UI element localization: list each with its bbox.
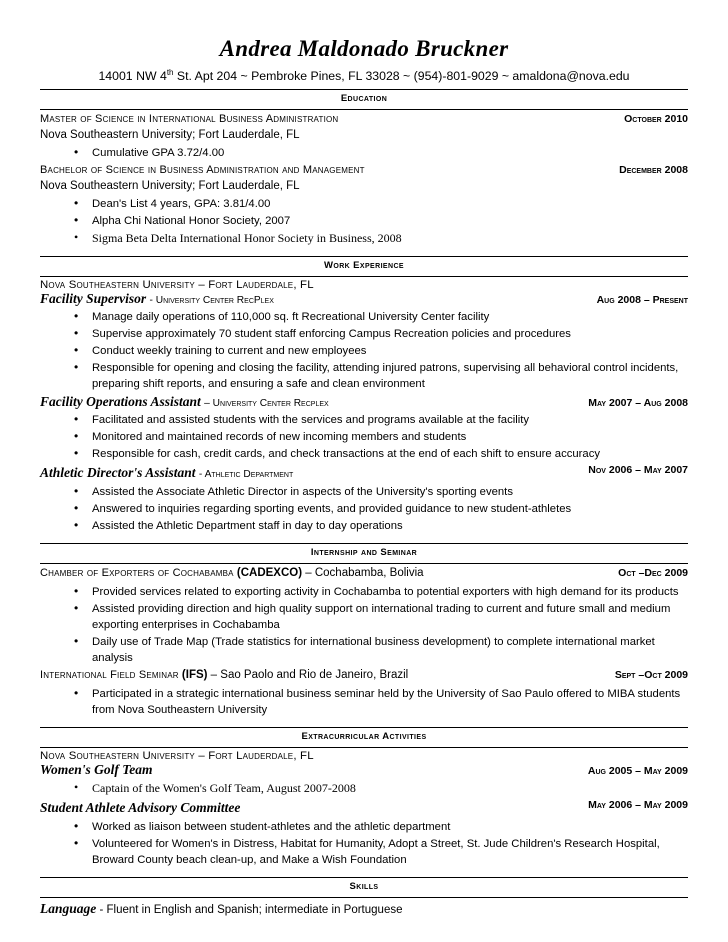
divider-extracurricular: [40, 747, 688, 748]
list-item: • Dean's List 4 years, GPA: 3.81/4.00: [74, 196, 688, 212]
skill-label-language: Language: [40, 900, 97, 916]
education-bullets-masters: [40, 145, 688, 161]
list-item: • Worked as liaison between student-athletes and the athletic department: [74, 819, 688, 835]
address-ordinal-suffix: th: [166, 68, 174, 77]
contact-address-pre: 14001 NW 4: [98, 69, 167, 84]
job-subtitle: - Athletic Department: [198, 469, 294, 481]
list-item: • Participated in a strategic international business seminar held by the University of Sao Paulo offered to MIBA students from Nova Southeastern University: [74, 686, 688, 718]
internship-org-name: International Field Seminar: [40, 669, 179, 682]
section-title-extracurricular: Extracurricular Activities: [301, 730, 427, 742]
section-extracurricular: [40, 750, 688, 868]
list-item: • Assisted the Athletic Department staff in day to day operations: [74, 518, 688, 534]
work-organization: Nova Southeastern University – Fort Lauderdale, FL: [40, 279, 314, 292]
education-entry-header-bachelors: [40, 163, 688, 178]
divider-internship: [40, 563, 688, 564]
list-item: • Alpha Chi National Honor Society, 2007: [74, 213, 688, 229]
list-item: • Answered to inquiries regarding sporting events, and provided guidance to new student-athletes: [74, 501, 688, 517]
section-title-work: Work Experience: [324, 260, 404, 272]
degree-title-bachelors: Bachelor of Science in Business Administration and Management: [40, 164, 365, 177]
skill-text-language: - Fluent in English and Spanish; intermediate in Portuguese: [99, 903, 403, 916]
degree-date-bachelors: December 2008: [619, 164, 688, 177]
internship-header-cadexco: [40, 566, 688, 582]
job-date-facility-ops-assistant: May 2007 – Aug 2008: [588, 397, 688, 410]
job-title-facility-ops-assistant: [40, 394, 329, 410]
list-item: • Volunteered for Women's in Distress, Habitat for Humanity, Adopt a Street, St. Jude Children's Research Hospital, Broward County beach clean-up, and Make a Wish Foundation: [74, 836, 688, 868]
degree-date-masters: October 2010: [624, 113, 688, 126]
job-bullets-athletic-directors-assistant: [40, 484, 688, 534]
activity-title-saac: Student Athlete Advisory Committee: [40, 799, 241, 815]
job-date-facility-supervisor: Aug 2008 – Present: [596, 294, 688, 307]
job-title-text: Athletic Director's Assistant: [40, 465, 196, 481]
activity-bullets-golf: [40, 780, 688, 797]
school-masters: Nova Southeastern University; Fort Lauderdale, FL: [40, 128, 300, 141]
list-item: • Responsible for cash, credit cards, and check transactions at the end of each shift to ensure accuracy: [74, 446, 688, 462]
activity-date-saac: May 2006 – May 2009: [588, 798, 688, 811]
internship-header-ifs: [40, 668, 688, 684]
job-header-facility-supervisor: [40, 291, 688, 307]
internship-bullets-cadexco: [40, 584, 688, 666]
list-item: • Cumulative GPA 3.72/4.00: [74, 145, 688, 161]
section-title-skills: Skills: [349, 880, 379, 892]
list-item: • Assisted providing direction and high quality support on international trading to current and future small and medium exporting enterprises in Cochabamba: [74, 601, 688, 633]
internship-date-cadexco: Oct –Dec 2009: [618, 567, 688, 580]
job-header-facility-ops-assistant: [40, 394, 688, 410]
list-item: • Daily use of Trade Map (Trade statistics for international business development) to complete international market analysis: [74, 634, 688, 666]
job-header-athletic-directors-assistant: [40, 464, 688, 482]
list-item: • Sigma Beta Delta International Honor Society in Business, 2008: [74, 230, 688, 247]
job-bullets-facility-supervisor: [40, 309, 688, 392]
internship-org-ifs: [40, 668, 408, 684]
job-bullets-facility-ops-assistant: [40, 412, 688, 462]
job-title-facility-supervisor: [40, 291, 274, 307]
internship-org-location: – Sao Paolo and Rio de Janeiro, Brazil: [207, 669, 409, 682]
list-item: • Conduct weekly training to current and new employees: [74, 343, 688, 359]
list-item: • Assisted the Associate Athletic Director in aspects of the University's sporting events: [74, 484, 688, 500]
list-item: • Supervise approximately 70 student staff enforcing Campus Recreation policies and procedures: [74, 326, 688, 342]
internship-org-cadexco: [40, 566, 424, 582]
internship-date-ifs: Sept –Oct 2009: [614, 669, 688, 682]
section-work-experience: [40, 279, 688, 534]
internship-org-acronym: (IFS): [181, 669, 208, 682]
education-entry-header: [40, 112, 688, 127]
divider-work: [40, 276, 688, 277]
job-date-athletic-directors-assistant: Nov 2006 – May 2007: [588, 464, 688, 477]
list-item: • Manage daily operations of 110,000 sq. ft Recreational University Center facility: [74, 309, 688, 325]
education-bullets-bachelors: [40, 196, 688, 247]
section-title-education: Education: [340, 93, 388, 105]
contact-line: [40, 68, 688, 83]
divider-education: [40, 109, 688, 110]
list-item: • Monitored and maintained records of new incoming members and students: [74, 429, 688, 445]
activity-title-golf: Women's Golf Team: [40, 761, 153, 777]
internship-org-location: – Cochabamba, Bolivia: [302, 567, 424, 580]
list-item: • Provided services related to exporting activity in Cochabamba to potential exporters with high demand for its products: [74, 584, 688, 600]
internship-org-acronym: (CADEXCO): [236, 567, 303, 580]
job-title-athletic-directors-assistant: [40, 465, 293, 480]
activity-bullets-saac: [40, 819, 688, 868]
contact-address-post: St. Apt 204 ~ Pembroke Pines, FL 33028 ~ (954)-801-9029 ~ amaldona@nova.edu: [173, 69, 630, 84]
section-internship: [40, 566, 688, 717]
list-item: • Responsible for opening and closing the facility, attending injured patrons, supervising all behavioral control incidents, preparing shift reports, and ensuring a safe and clean environment: [74, 360, 688, 392]
page-title: Andrea Maldonado Bruckner: [219, 36, 509, 61]
activity-date-golf: Aug 2005 – May 2009: [587, 764, 688, 777]
school-bachelors: Nova Southeastern University; Fort Lauderdale, FL: [40, 179, 300, 192]
divider-skills: [40, 897, 688, 898]
degree-title-masters: Master of Science in International Business Administration: [40, 113, 339, 126]
section-title-internship: Internship and Seminar: [310, 547, 418, 559]
internship-org-name: Chamber of Exporters of Cochabamba: [40, 567, 234, 580]
activity-header-golf: [40, 762, 688, 778]
job-title-text: Facility Supervisor: [40, 291, 147, 307]
list-item: • Facilitated and assisted students with the services and programs available at the facility: [74, 412, 688, 428]
extracurricular-organization: Nova Southeastern University – Fort Lauderdale, FL: [40, 749, 314, 762]
job-subtitle: - University Center RecPlex: [149, 295, 274, 307]
section-education: [40, 112, 688, 247]
list-item: • Captain of the Women's Golf Team, August 2007-2008: [74, 780, 688, 797]
section-skills: [40, 900, 688, 919]
job-title-text: Facility Operations Assistant: [40, 394, 201, 410]
activity-header-saac: [40, 799, 688, 817]
job-subtitle: – University Center Recplex: [204, 398, 329, 410]
internship-bullets-ifs: [40, 686, 688, 718]
